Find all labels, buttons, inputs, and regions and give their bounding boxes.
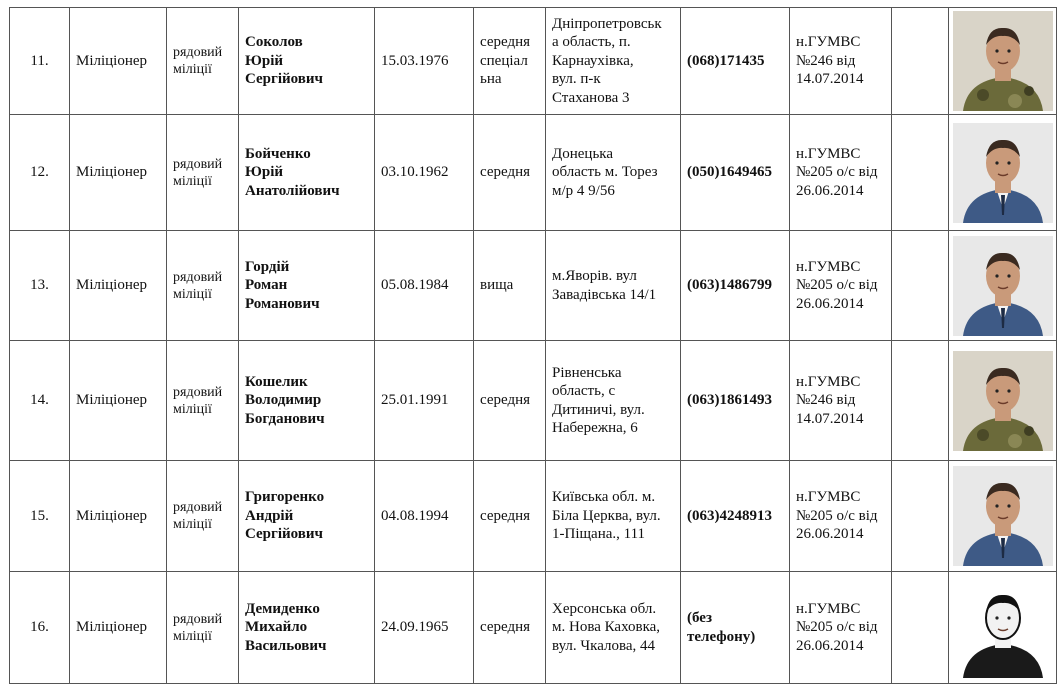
rank-cell: рядовий міліції: [167, 341, 239, 461]
order-cell: н.ГУМВС №205 о/с від 26.06.2014: [790, 231, 892, 341]
birth-date-cell: 24.09.1965: [375, 572, 474, 684]
full-name-cell: Кошелик Володимир Богданович: [239, 341, 375, 461]
empty-cell: [892, 572, 949, 684]
table-row: [10, 231, 1057, 341]
person-photo: [953, 123, 1053, 223]
phone-cell: (063)1486799: [681, 231, 790, 341]
photo-cell: [949, 572, 1057, 684]
address-cell: Рівненська область, с Дитиничі, вул. Набережна, 6: [546, 341, 681, 461]
table-row: [10, 115, 1057, 231]
photo-cell: [949, 231, 1057, 341]
address-cell: м.Яворів. вул Завадівська 14/1: [546, 231, 681, 341]
photo-cell: [949, 341, 1057, 461]
birth-date-cell: 05.08.1984: [375, 231, 474, 341]
position-cell: Міліціонер: [70, 231, 167, 341]
rank-cell: рядовий міліції: [167, 8, 239, 115]
rank-cell: рядовий міліції: [167, 231, 239, 341]
empty-cell: [892, 8, 949, 115]
address-cell: Київська обл. м. Біла Церква, вул. 1-Піщана., 111: [546, 461, 681, 572]
order-cell: н.ГУМВС №205 о/с від 26.06.2014: [790, 461, 892, 572]
person-photo: [953, 236, 1053, 336]
position-cell: Міліціонер: [70, 461, 167, 572]
person-photo: [953, 466, 1053, 566]
empty-cell: [892, 461, 949, 572]
education-cell: середня: [474, 461, 546, 572]
table-row: [10, 461, 1057, 572]
rank-cell: рядовий міліції: [167, 461, 239, 572]
empty-cell: [892, 115, 949, 231]
table-row: [10, 341, 1057, 461]
full-name-cell: Григоренко Андрій Сергійович: [239, 461, 375, 572]
order-cell: н.ГУМВС №205 о/с від 26.06.2014: [790, 572, 892, 684]
position-cell: Міліціонер: [70, 341, 167, 461]
order-cell: н.ГУМВС №205 о/с від 26.06.2014: [790, 115, 892, 231]
education-cell: середня: [474, 572, 546, 684]
photo-cell: [949, 461, 1057, 572]
birth-date-cell: 25.01.1991: [375, 341, 474, 461]
birth-date-cell: 15.03.1976: [375, 8, 474, 115]
full-name-cell: Бойченко Юрій Анатолійович: [239, 115, 375, 231]
empty-cell: [892, 341, 949, 461]
order-cell: н.ГУМВС №246 від 14.07.2014: [790, 341, 892, 461]
person-photo: [953, 351, 1053, 451]
row-number: 14.: [10, 341, 70, 461]
full-name-cell: Демиденко Михайло Васильович: [239, 572, 375, 684]
phone-cell: (068)171435: [681, 8, 790, 115]
rank-cell: рядовий міліції: [167, 572, 239, 684]
photo-cell: [949, 8, 1057, 115]
person-photo: [953, 11, 1053, 111]
education-cell: середня: [474, 341, 546, 461]
phone-cell: (063)1861493: [681, 341, 790, 461]
row-number: 16.: [10, 572, 70, 684]
table-row: [10, 572, 1057, 684]
row-number: 12.: [10, 115, 70, 231]
birth-date-cell: 03.10.1962: [375, 115, 474, 231]
row-number: 15.: [10, 461, 70, 572]
empty-cell: [892, 231, 949, 341]
education-cell: вища: [474, 231, 546, 341]
position-cell: Міліціонер: [70, 572, 167, 684]
table-row: [10, 8, 1057, 115]
education-cell: середня спеціал ьна: [474, 8, 546, 115]
row-number: 13.: [10, 231, 70, 341]
phone-cell: (063)4248913: [681, 461, 790, 572]
birth-date-cell: 04.08.1994: [375, 461, 474, 572]
row-number: 11.: [10, 8, 70, 115]
position-cell: Міліціонер: [70, 8, 167, 115]
order-cell: н.ГУМВС №246 від 14.07.2014: [790, 8, 892, 115]
phone-cell: (050)1649465: [681, 115, 790, 231]
address-cell: Херсонська обл. м. Нова Каховка, вул. Чкалова, 44: [546, 572, 681, 684]
photo-cell: [949, 115, 1057, 231]
full-name-cell: Соколов Юрій Сергійович: [239, 8, 375, 115]
position-cell: Міліціонер: [70, 115, 167, 231]
rank-cell: рядовий міліції: [167, 115, 239, 231]
address-cell: Донецька область м. Торез м/р 4 9/56: [546, 115, 681, 231]
phone-cell: (без телефону): [681, 572, 790, 684]
education-cell: середня: [474, 115, 546, 231]
full-name-cell: Гордій Роман Романович: [239, 231, 375, 341]
personnel-table: [9, 7, 1057, 684]
address-cell: Дніпропетровськ а область, п. Карнаухівка, вул. п-к Стаханова 3: [546, 8, 681, 115]
person-photo: [953, 578, 1053, 678]
